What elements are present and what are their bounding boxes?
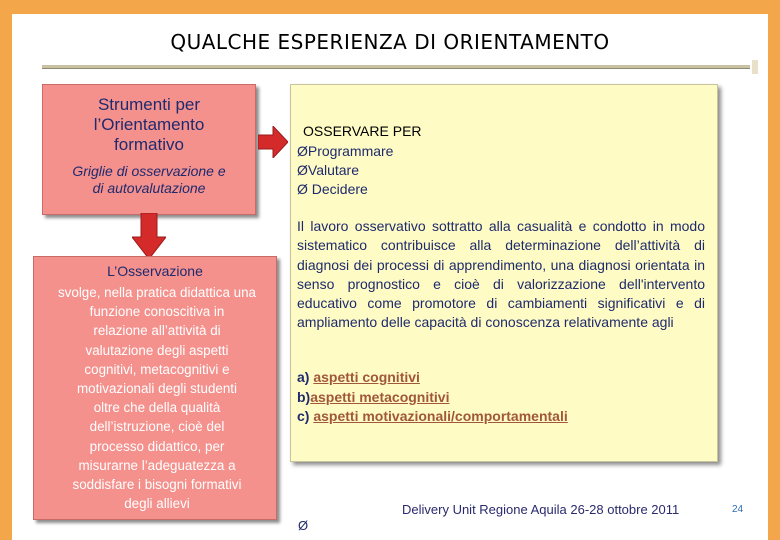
observation-line: dell’istruzione, cioè del — [89, 419, 225, 435]
observation-line: funzione conoscitiva in — [89, 304, 225, 320]
observation-line: soddisfare i bisogni formativi — [72, 477, 242, 493]
aspect-link[interactable]: aspetti metacognitivi — [310, 389, 450, 405]
observation-line: svolge, nella pratica didattica una — [57, 285, 256, 300]
observation-line: valutazione degli aspetti — [85, 342, 229, 358]
bottom-bullet: Ø — [298, 518, 309, 533]
observe-box — [290, 84, 718, 462]
observation-line: misurarne l’adeguatezza a — [78, 457, 236, 473]
tools-box — [42, 84, 256, 215]
observation-line: degli allievi — [124, 496, 190, 512]
tools-heading-line: Strumenti per — [97, 95, 201, 114]
observation-line: processo didattico, per — [89, 438, 225, 454]
title-divider — [42, 65, 750, 69]
aspect-prefix: b) — [297, 389, 311, 405]
aspect-item — [297, 408, 568, 424]
observe-heading: OSSERVARE PER — [303, 123, 422, 139]
page-title: QUALCHE ESPERIENZA DI ORIENTAMENTO — [170, 30, 610, 54]
aspect-prefix: c) — [297, 408, 314, 424]
tools-heading-line: formativo — [114, 135, 184, 154]
observe-paragraph: Il lavoro osservativo sottratto alla casualità e condotto in modo sistematico contribuisce alla determinazione dell’attività di diagnosi dei processi di apprendimento, una diagnosi orientata in senso prognostico e cioè di valorizzazione dell'intervento educativo come promotore di cambiamenti significativi e di ampliamento delle capacità di conoscenza relativamente agli — [297, 218, 705, 331]
observation-line: oltre che della qualità — [93, 400, 221, 416]
observation-text — [28, 283, 286, 513]
aspect-link[interactable]: aspetti motivazionali/comportamentali — [313, 408, 568, 424]
aspect-prefix: a) — [297, 369, 314, 385]
observation-line: cognitivi, metacognitivi e — [84, 361, 230, 377]
aspect-item — [297, 369, 420, 385]
observation-line: relazione all’attività di — [93, 323, 221, 339]
footer-text: Delivery Unit Regione Aquila 26-28 ottobre 2011 — [402, 502, 680, 517]
bullet-item: ØProgrammare — [297, 143, 394, 159]
tools-heading — [43, 95, 255, 155]
arrow-right-icon — [258, 126, 288, 158]
tools-subtitle-line: di autovalutazione — [92, 180, 206, 196]
aspect-item — [297, 389, 449, 405]
bullet-item: ØValutare — [297, 162, 359, 178]
observation-heading: L’Osservazione — [107, 263, 203, 279]
observation-box — [33, 256, 277, 520]
bullet-item: Ø Decidere — [297, 181, 368, 197]
tools-heading-line: l’Orientamento — [93, 115, 205, 134]
decorative-bar — [752, 60, 758, 74]
page-number: 24 — [732, 504, 744, 515]
aspect-link[interactable]: aspetti cognitivi — [313, 369, 420, 385]
arrow-down-icon — [132, 213, 166, 259]
observation-line: motivazionali degli studenti — [76, 381, 238, 397]
tools-subtitle — [43, 163, 255, 197]
tools-subtitle-line: Griglie di osservazione e — [72, 163, 226, 179]
